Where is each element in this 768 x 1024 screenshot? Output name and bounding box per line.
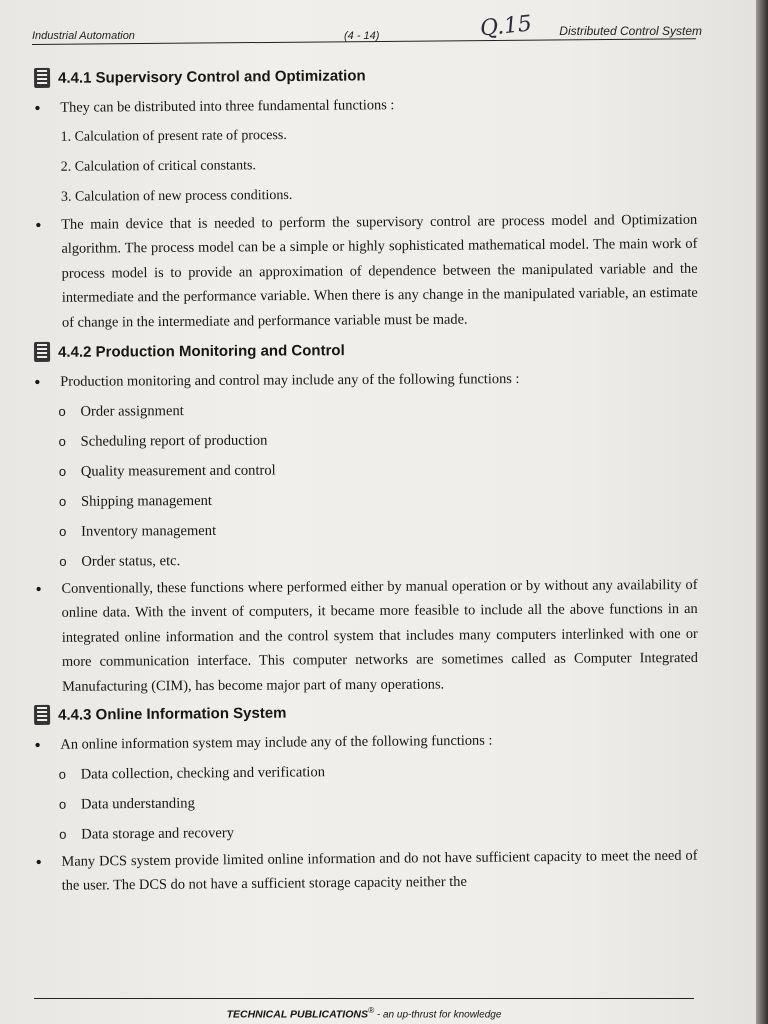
sub-list-item: o Order assignment (34, 392, 696, 426)
section-heading (34, 338, 696, 362)
bullet-item: • The main device that is needed to perform the supervisory control are process model and Optimization algorithm. The process model can be a simple or highly sophisticated mathematical model. The main work of process model is to provide an approximation of dependence between the manipulated variable and the intermediate and the performance variable. When there is any change in the manipulated variable, an estimate of change in the intermediate and performance variable must be made. (35, 207, 698, 335)
bullet-item: • An online information system may include any of the following functions : (34, 727, 696, 758)
section-heading-text: 4.4.1 Supervisory Control and Optimization (58, 66, 366, 87)
registered-mark: ® (367, 1005, 375, 1015)
running-head-right: Distributed Control System (559, 24, 702, 38)
section-heading (34, 699, 696, 725)
section-supervisory-control (34, 63, 698, 336)
sub-list-item: o Quality measurement and control (35, 452, 697, 486)
numbered-item: 1. Calculation of present rate of process. (60, 127, 287, 145)
section-heading (34, 63, 696, 88)
publisher-tagline: - an up-thrust for knowledge (374, 1009, 502, 1021)
bullet-item: • They can be distributed into three fundamental functions : (34, 91, 696, 121)
publisher-name: TECHNICAL PUBLICATIONS (226, 1008, 368, 1021)
sub-list-item: o Inventory management (35, 512, 697, 546)
sub-list-item: o Order status, etc. (35, 542, 697, 576)
sub-list-item: o Shipping management (35, 482, 697, 516)
section-online-information (34, 699, 698, 899)
page-number: (4 - 14) (344, 30, 380, 42)
sub-list-item: o Scheduling report of production (35, 422, 697, 456)
book-icon (34, 68, 50, 88)
section-heading-text: 4.4.2 Production Monitoring and Control (58, 341, 345, 360)
page-footer (34, 998, 694, 1020)
book-icon (34, 705, 50, 725)
page-content (34, 62, 696, 901)
sub-list-item: o Data storage and recovery (35, 813, 697, 849)
sub-list-item: o Data understanding (35, 783, 697, 819)
section-production-monitoring (34, 338, 698, 700)
running-head-left: Industrial Automation (32, 30, 135, 42)
numbered-item: 2. Calculation of critical constants. (60, 157, 257, 175)
page-edge-shadow (756, 0, 768, 1024)
bullet-item: • Production monitoring and control may include any of the following functions : (34, 366, 696, 395)
book-icon (34, 341, 50, 361)
bullet-item: • Many DCS system provide limited online information and do not have sufficient capacity to meet the need of the user. The DCS do not have a sufficient storage capacity neither the (35, 843, 697, 899)
sub-list-item: o Data collection, checking and verification (35, 753, 697, 789)
section-heading-text: 4.4.3 Online Information System (58, 704, 287, 724)
bullet-item: • Conventionally, these functions where performed either by manual operation or by without any availability of online data. With the invent of computers, it became more feasible to include all the above functions in an integrated online information and the control system that includes many computers interlinked with one or more communication interface. This computer networks are sometimes called as Computer Integrated Manufacturing (CIM), has become major part of many operations. (35, 572, 698, 699)
handwritten-note: Q.15 (478, 11, 534, 42)
numbered-item: 3. Calculation of new process conditions. (60, 187, 293, 205)
